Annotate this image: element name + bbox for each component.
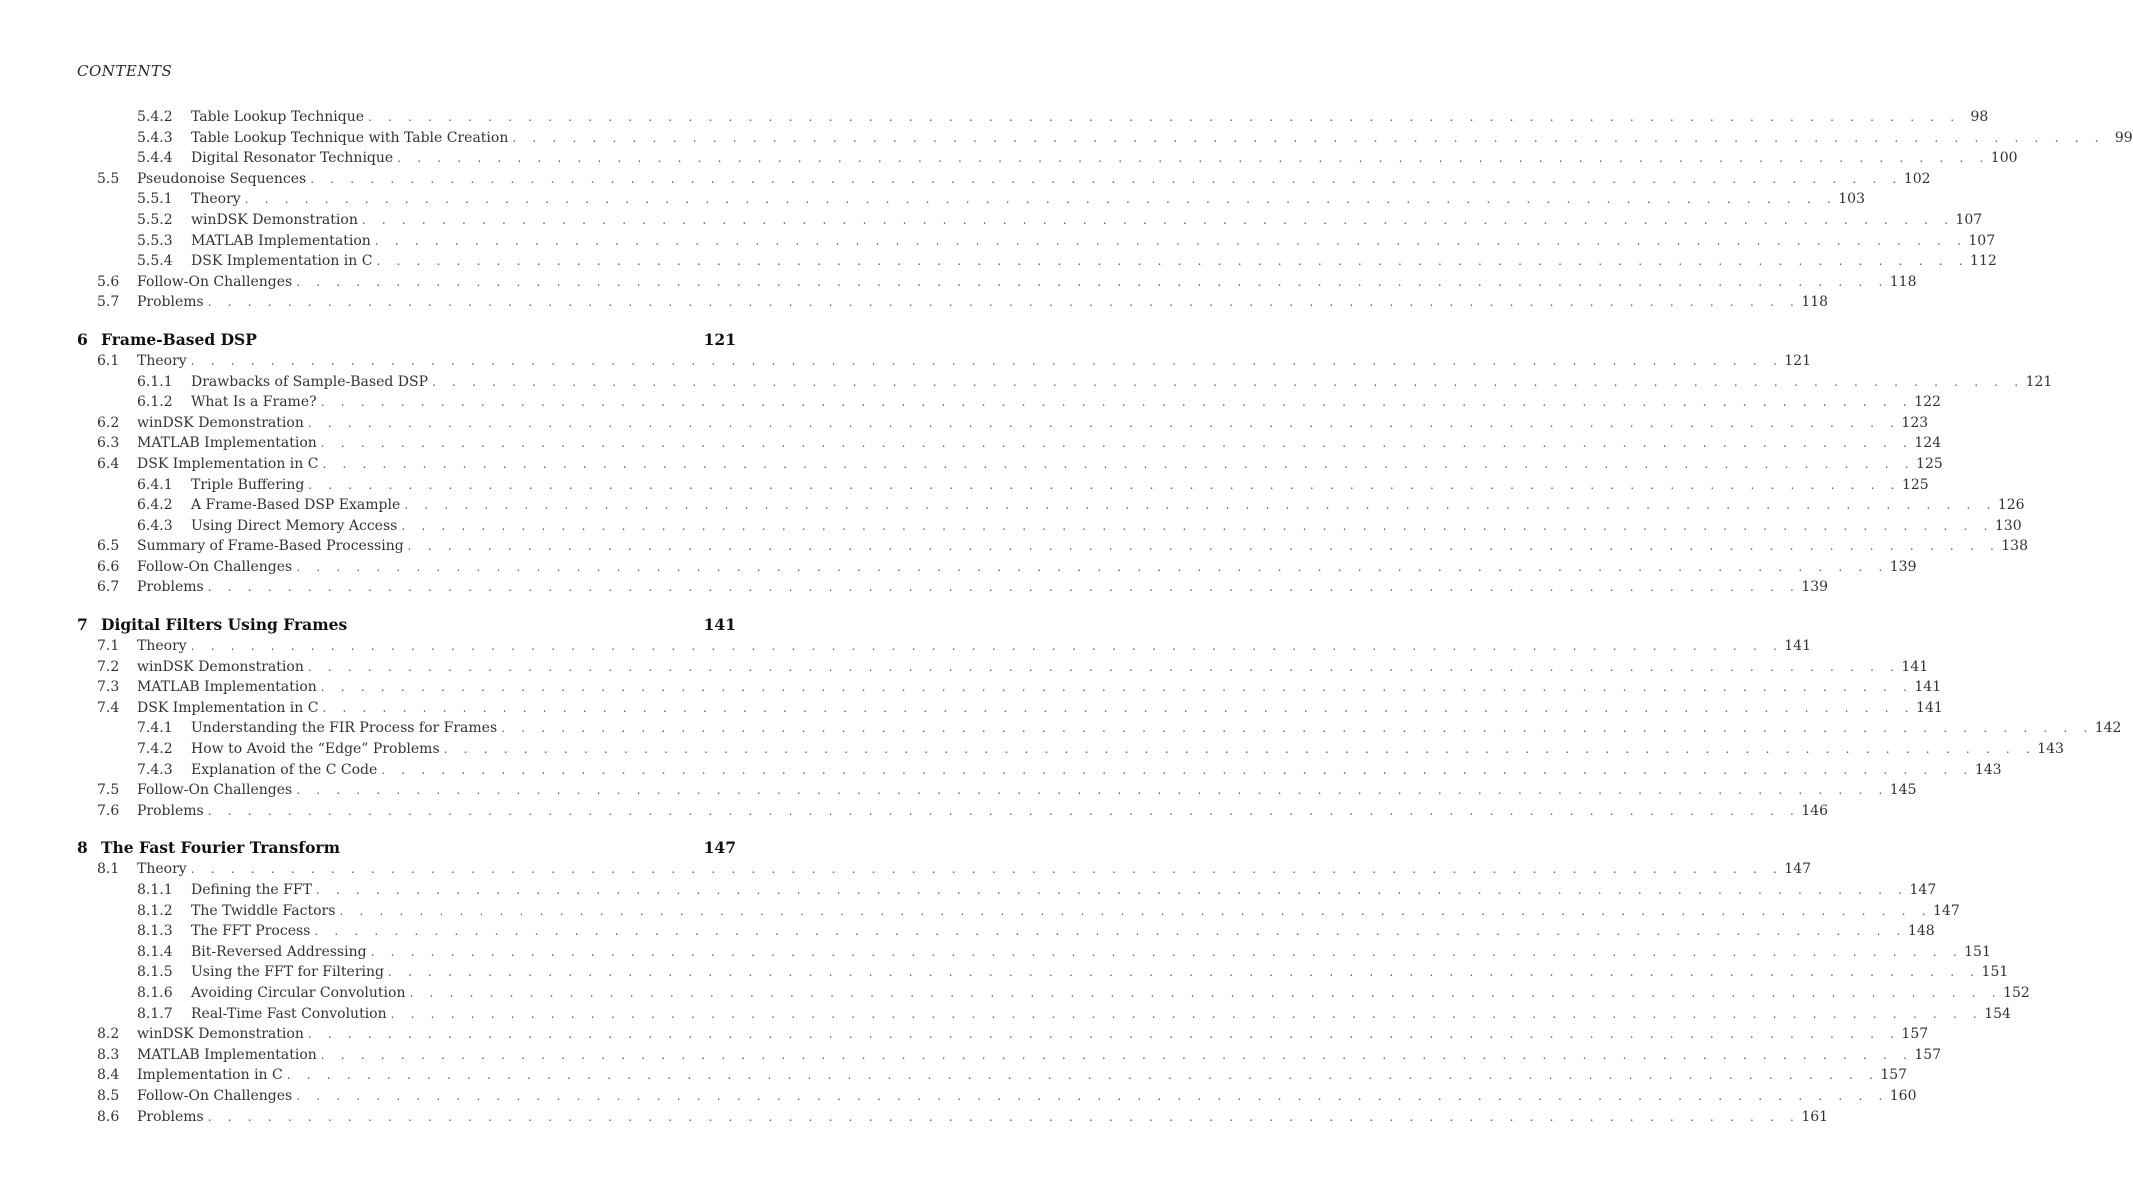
toc-subsection-entry[interactable] (77, 475, 1929, 496)
toc-chapter-entry[interactable] (77, 837, 736, 859)
dot-leader: . . . . . . . . . . . . . . . . . . . . . . . . . . . . . . . . . . . . . . . . . . . . . . . . . . . . . . . . . . . . . . . . . . . . . . . . . . . . . . . . (397, 151, 1990, 166)
entry-number: 8.4 (97, 1067, 120, 1084)
entry-number: 5.7 (97, 294, 120, 311)
entry-title: MATLAB Implementation (137, 435, 317, 452)
dot-leader: . . . . . . . . . . . . . . . . . . . . . . . . . . . . . . . . . . . . . . . . . . . . . . . . . . . . . . . . . . . . . . . . . . . . . . . . . . . . . . . . (314, 924, 1907, 939)
toc-subsection-entry[interactable] (77, 962, 2009, 983)
entry-page-number: 125 (1901, 476, 1929, 493)
dot-leader: . . . . . . . . . . . . . . . . . . . . . . . . . . . . . . . . . . . . . . . . . . . . . . . . . . . . . . . . . . . . . . . . . . . . . . . . . . . . . . . . (376, 254, 1969, 269)
entry-page-number: 141 (1916, 699, 1943, 716)
toc-section-entry[interactable] (77, 780, 1917, 801)
entry-number: 6.6 (97, 558, 120, 575)
entry-number: 8.1.7 (137, 1005, 173, 1022)
entry-number: 7.3 (97, 679, 120, 696)
dot-leader: . . . . . . . . . . . . . . . . . . . . . . . . . . . . . . . . . . . . . . . . . . . . . . . . . . . . . . . . . . . . . . . . . . . . . . . . . . . . . . . . (190, 639, 1783, 654)
entry-title: The Fast Fourier Transform (101, 838, 340, 858)
entry-title: Problems (137, 802, 204, 819)
entry-number: 7.2 (97, 658, 120, 675)
entry-page-number: 99 (2114, 129, 2133, 146)
dot-leader: . . . . . . . . . . . . . . . . . . . . . . . . . . . . . . . . . . . . . . . . . . . . . . . . . . . . . . . . . . . . . . . . . . . . . . . . . . . . . . . . (501, 721, 2094, 736)
entry-number: 8.1.3 (137, 923, 173, 940)
toc-subsection-entry[interactable] (77, 392, 1941, 413)
dot-leader: . . . . . . . . . . . . . . . . . . . . . . . . . . . . . . . . . . . . . . . . . . . . . . . . . . . . . . . . . . . . . . . . . . . . . . . . . . . . . . . . (296, 559, 1889, 574)
toc-subsection-entry[interactable] (77, 231, 1996, 252)
entry-page-number: 143 (2037, 741, 2064, 758)
toc-subsection-entry[interactable] (77, 210, 1983, 231)
dot-leader: . . . . . . . . . . . . . . . . . . . . . . . . . . . . . . . . . . . . . . . . . . . . . . . . . . . . . . . . . . . . . . . . . . . . . . . . . . . . . . . . (387, 965, 1981, 980)
entry-title: Using Direct Memory Access (191, 517, 398, 534)
dot-leader: . . . . . . . . . . . . . . . . . . . . . . . . . . . . . . . . . . . . . . . . . . . . . . . . . . . . . . . . . . . . . . . . . . . . . . . . . . . . . . . . (370, 944, 1963, 959)
entry-number: 8.1.4 (137, 943, 173, 960)
entry-number: 7 (77, 615, 88, 635)
entry-number: 6.4.1 (137, 476, 173, 493)
entry-number: 5.4.3 (137, 129, 173, 146)
dot-leader: . . . . . . . . . . . . . . . . . . . . . . . . . . . . . . . . . . . . . . . . . . . . . . . . . . . . . . . . . . . . . . . . . . . . . . . . . . . . . . . . (244, 192, 1837, 207)
dot-leader: . . . . . . . . . . . . . . . . . . . . . . . . . . . . . . . . . . . . . . . . . . . . . . . . . . . . . . . . . . . . . . . . . . . . . . . . . . . . . . . . (286, 1068, 1880, 1083)
entry-title: Avoiding Circular Convolution (191, 984, 406, 1001)
table-of-contents (77, 107, 2133, 1127)
entry-page-number: 142 (2094, 720, 2122, 737)
entry-number: 7.5 (97, 782, 120, 799)
toc-section-entry[interactable] (77, 1107, 1829, 1128)
toc-section-entry[interactable] (77, 454, 1943, 475)
dot-leader: . . . . . . . . . . . . . . . . . . . . . . . . . . . . . . . . . . . . . . . . . . . . . . . . . . . . . . . . . . . . . . . . . . . . . . . . . . . . . . . . (404, 498, 1997, 513)
dot-leader: . . . . . . . . . . . . . . . . . . . . . . . . . . . . . . . . . . . . . . . . . . . . . . . . . . . . . . . . . . . . . . . . . . . . . . . . . . . . . . . . (320, 436, 1914, 451)
toc-section-entry[interactable] (77, 433, 1942, 454)
dot-leader: . . . . . . . . . . . . . . . . . . . . . . . . . . . . . . . . . . . . . . . . . . . . . . . . . . . . . . . . . . . . . . . . . . . . . . . . . . . . . . . . (432, 374, 2025, 389)
entry-page-number: 100 (1990, 150, 2018, 167)
dot-leader: . . . . . . . . . . . . . . . . . . . . . . . . . . . . . . . . . . . . . . . . . . . . . . . . . . . . . . . . . . . . . . . . . . . . . . . . . . . . . . . . (374, 233, 1968, 248)
entry-page-number: 98 (1970, 109, 1989, 125)
toc-section-entry[interactable] (77, 413, 1929, 434)
entry-number: 7.6 (97, 802, 120, 819)
entry-page-number: 147 (703, 838, 736, 858)
entry-page-number: 139 (1889, 558, 1917, 575)
dot-leader: . . . . . . . . . . . . . . . . . . . . . . . . . . . . . . . . . . . . . . . . . . . . . . . . . . . . . . . . . . . . . . . . . . . . . . . . . . . . . . . . (307, 415, 1901, 430)
entry-title: Digital Filters Using Frames (101, 615, 348, 635)
entry-page-number: 152 (2003, 984, 2030, 1001)
entry-title: Problems (137, 294, 204, 311)
entry-title: Follow-On Challenges (137, 273, 293, 290)
dot-leader: . . . . . . . . . . . . . . . . . . . . . . . . . . . . . . . . . . . . . . . . . . . . . . . . . . . . . . . . . . . . . . . . . . . . . . . . . . . . . . . . (320, 680, 1914, 695)
entry-number: 8.1.6 (137, 984, 173, 1001)
entry-title: A Frame-Based DSP Example (191, 497, 401, 514)
toc-subsection-entry[interactable] (77, 983, 2030, 1004)
entry-title: DSK Implementation in C (137, 699, 319, 716)
entry-number: 8.1.1 (137, 882, 173, 898)
toc-section-entry[interactable] (77, 292, 1829, 313)
entry-page-number: 145 (1889, 782, 1917, 799)
toc-subsection-entry[interactable] (77, 901, 1960, 922)
toc-subsection-entry[interactable] (77, 148, 2018, 169)
entry-number: 6.4.3 (137, 517, 173, 534)
entry-page-number: 157 (1914, 1046, 1942, 1063)
entry-title: Understanding the FIR Process for Frames (191, 720, 498, 737)
dot-leader: . . . . . . . . . . . . . . . . . . . . . . . . . . . . . . . . . . . . . . . . . . . . . . . . . . . . . . . . . . . . . . . . . . . . . . . . . . . . . . . . (207, 1109, 1801, 1124)
toc-section-entry[interactable] (77, 1024, 1929, 1045)
entry-page-number: 147 (1933, 902, 1960, 919)
dot-leader: . . . . . . . . . . . . . . . . . . . . . . . . . . . . . . . . . . . . . . . . . . . . . . . . . . . . . . . . . . . . . . . . . . . . . . . . . . . . . . . . (368, 110, 1961, 124)
toc-subsection-entry[interactable] (77, 880, 1937, 901)
dot-leader: . . . . . . . . . . . . . . . . . . . . . . . . . . . . . . . . . . . . . . . . . . . . . . . . . . . . . . . . . . . . . . . . . . . . . . . . . . . . . . . . (310, 171, 1903, 186)
entry-page-number: 125 (1916, 455, 1943, 472)
dot-leader: . . . . . . . . . . . . . . . . . . . . . . . . . . . . . . . . . . . . . . . . . . . . . . . . . . . . . . . . . . . . . . . . . . . . . . . . . . . . . . . . (207, 580, 1801, 595)
entry-page-number: 107 (1968, 232, 1996, 249)
entry-title: Real-Time Fast Convolution (191, 1005, 387, 1022)
toc-chapter-entry[interactable] (77, 329, 736, 351)
dot-leader: . . . . . . . . . . . . . . . . . . . . . . . . . . . . . . . . . . . . . . . . . . . . . . . . . . . . . . . . . . . . . . . . . . . . . . . . . . . . . . . . (409, 985, 2002, 1000)
toc-section-entry[interactable] (77, 577, 1829, 598)
toc-subsection-entry[interactable] (77, 718, 2122, 739)
entry-number: 8.3 (97, 1046, 120, 1063)
entry-page-number: 130 (1994, 517, 2022, 534)
entry-title: Summary of Frame-Based Processing (137, 538, 404, 555)
dot-leader: . . . . . . . . . . . . . . . . . . . . . . . . . . . . . . . . . . . . . . . . . . . . . . . . . . . . . . . . . . . . . . . . . . . . . . . . . . . . . . . . (296, 1088, 1889, 1103)
entry-number: 5.5.2 (137, 211, 173, 228)
entry-page-number: 141 (1784, 638, 1811, 655)
entry-number: 8.6 (97, 1108, 120, 1125)
dot-leader: . . . . . . . . . . . . . . . . . . . . . . . . . . . . . . . . . . . . . . . . . . . . . . . . . . . . . . . . . . . . . . . . . . . . . . . . . . . . . . . . (207, 295, 1801, 310)
entry-page-number: 124 (1914, 435, 1942, 452)
entry-title: Theory (191, 191, 241, 208)
toc-subsection-entry[interactable] (77, 128, 2133, 149)
entry-number: 6.1 (97, 352, 120, 369)
entry-title: Problems (137, 579, 204, 596)
entry-title: Theory (137, 638, 187, 655)
entry-title: Follow-On Challenges (137, 558, 293, 575)
entry-title: winDSK Demonstration (137, 414, 304, 431)
toc-section-entry[interactable] (77, 557, 1917, 578)
entry-page-number: 123 (1901, 414, 1929, 431)
entry-page-number: 161 (1801, 1108, 1829, 1125)
dot-leader: . . . . . . . . . . . . . . . . . . . . . . . . . . . . . . . . . . . . . . . . . . . . . . . . . . . . . . . . . . . . . . . . . . . . . . . . . . . . . . . . (320, 395, 1913, 410)
entry-title: Table Lookup Technique (191, 109, 364, 125)
entry-page-number: 126 (1997, 497, 2025, 514)
entry-page-number: 160 (1889, 1087, 1917, 1104)
dot-leader: . . . . . . . . . . . . . . . . . . . . . . . . . . . . . . . . . . . . . . . . . . . . . . . . . . . . . . . . . . . . . . . . . . . . . . . . . . . . . . . . (339, 903, 1932, 918)
toc-section-entry[interactable] (77, 657, 1929, 678)
entry-title: DSK Implementation in C (137, 455, 319, 472)
entry-number: 6.4.2 (137, 497, 173, 514)
entry-number: 8 (77, 838, 88, 858)
entry-number: 8.1 (97, 861, 120, 878)
toc-subsection-entry[interactable] (77, 372, 2053, 393)
dot-leader: . . . . . . . . . . . . . . . . . . . . . . . . . . . . . . . . . . . . . . . . . . . . . . . . . . . . . . . . . . . . . . . . . . . . . . . . . . . . . . . . (315, 883, 1909, 897)
dot-leader: . . . . . . . . . . . . . . . . . . . . . . . . . . . . . . . . . . . . . . . . . . . . . . . . . . . . . . . . . . . . . . . . . . . . . . . . . . . . . . . . (190, 353, 1783, 368)
entry-page-number: 151 (1964, 943, 1991, 960)
dot-leader: . . . . . . . . . . . . . . . . . . . . . . . . . . . . . . . . . . . . . . . . . . . . . . . . . . . . . . . . . . . . . . . . . . . . . . . . . . . . . . . . (322, 700, 1915, 715)
entry-title: Problems (137, 1108, 204, 1125)
toc-section-entry[interactable] (77, 636, 1811, 657)
toc-subsection-entry[interactable] (77, 516, 2022, 537)
dot-leader: . . . . . . . . . . . . . . . . . . . . . . . . . . . . . . . . . . . . . . . . . . . . . . . . . . . . . . . . . . . . . . . . . . . . . . . . . . . . . . . . (322, 456, 1915, 471)
entry-title: Bit-Reversed Addressing (191, 943, 367, 960)
entry-page-number: 146 (1801, 802, 1829, 819)
entry-page-number: 121 (1784, 352, 1811, 369)
entry-title: Digital Resonator Technique (191, 150, 394, 167)
entry-number: 8.5 (97, 1087, 120, 1104)
entry-number: 7.4.1 (137, 720, 173, 737)
entry-title: Follow-On Challenges (137, 1087, 293, 1104)
entry-title: Pseudonoise Sequences (137, 170, 307, 187)
entry-number: 6.1.1 (137, 373, 173, 390)
toc-section-entry[interactable] (77, 859, 1811, 880)
entry-title: MATLAB Implementation (137, 1046, 317, 1063)
entry-page-number: 157 (1880, 1067, 1908, 1084)
toc-chapter-entry[interactable] (77, 614, 736, 636)
entry-title: Frame-Based DSP (101, 329, 257, 349)
entry-title: Defining the FFT (191, 882, 312, 898)
entry-number: 8.1.5 (137, 964, 173, 981)
entry-title: The Twiddle Factors (191, 902, 336, 919)
toc-subsection-entry[interactable] (77, 107, 1989, 128)
entry-title: Theory (137, 861, 187, 878)
entry-page-number: 112 (1970, 253, 1997, 270)
toc-subsection-entry[interactable] (77, 921, 1935, 942)
entry-number: 5.5 (97, 170, 120, 187)
entry-page-number: 118 (1889, 273, 1917, 290)
toc-subsection-entry[interactable] (77, 760, 2002, 781)
entry-page-number: 141 (1914, 679, 1942, 696)
entry-number: 5.5.4 (137, 253, 173, 270)
toc-section-entry[interactable] (77, 1045, 1942, 1066)
entry-page-number: 141 (1901, 658, 1929, 675)
toc-subsection-entry[interactable] (77, 739, 2064, 760)
entry-number: 6 (77, 329, 88, 349)
entry-page-number: 147 (1784, 861, 1811, 878)
dot-leader: . . . . . . . . . . . . . . . . . . . . . . . . . . . . . . . . . . . . . . . . . . . . . . . . . . . . . . . . . . . . . . . . . . . . . . . . . . . . . . . . (381, 762, 1974, 777)
dot-leader: . . . . . . . . . . . . . . . . . . . . . . . . . . . . . . . . . . . . . . . . . . . . . . . . . . . . . . . . . . . . . . . . . . . . . . . . . . . . . . . . (296, 274, 1889, 289)
dot-leader: . . . . . . . . . . . . . . . . . . . . . . . . . . . . . . . . . . . . . . . . . . . . . . . . . . . . . . . . . . . . . . . . . . . . . . . . . . . . . . . . (307, 659, 1901, 674)
entry-number: 5.6 (97, 273, 120, 290)
entry-number: 6.7 (97, 579, 120, 596)
entry-title: DSK Implementation in C (191, 253, 373, 270)
toc-subsection-entry[interactable] (77, 495, 2025, 516)
entry-page-number: 143 (1974, 761, 2002, 778)
entry-page-number: 103 (1838, 191, 1865, 208)
entry-page-number: 107 (1955, 211, 1983, 228)
entry-number: 6.3 (97, 435, 120, 452)
entry-page-number: 121 (2025, 373, 2053, 390)
entry-number: 6.4 (97, 455, 120, 472)
entry-page-number: 154 (1984, 1005, 2011, 1022)
toc-section-entry[interactable] (77, 351, 1811, 372)
dot-leader: . . . . . . . . . . . . . . . . . . . . . . . . . . . . . . . . . . . . . . . . . . . . . . . . . . . . . . . . . . . . . . . . . . . . . . . . . . . . . . . . (361, 212, 1955, 227)
dot-leader: . . . . . . . . . . . . . . . . . . . . . . . . . . . . . . . . . . . . . . . . . . . . . . . . . . . . . . . . . . . . . . . . . . . . . . . . . . . . . . . . (296, 783, 1889, 798)
dot-leader: . . . . . . . . . . . . . . . . . . . . . . . . . . . . . . . . . . . . . . . . . . . . . . . . . . . . . . . . . . . . . . . . . . . . . . . . . . . . . . . . (190, 862, 1783, 877)
dot-leader: . . . . . . . . . . . . . . . . . . . . . . . . . . . . . . . . . . . . . . . . . . . . . . . . . . . . . . . . . . . . . . . . . . . . . . . . . . . . . . . . (390, 1006, 1983, 1021)
toc-subsection-entry[interactable] (77, 189, 1865, 210)
entry-page-number: 138 (2001, 538, 2028, 555)
entry-title: Follow-On Challenges (137, 782, 293, 799)
entry-title: winDSK Demonstration (191, 211, 358, 228)
entry-number: 5.4.2 (137, 109, 173, 125)
toc-subsection-entry[interactable] (77, 942, 1991, 963)
entry-number: 7.4.3 (137, 761, 173, 778)
entry-title: How to Avoid the “Edge” Problems (191, 741, 440, 758)
entry-number: 5.4.4 (137, 150, 173, 167)
entry-title: Theory (137, 352, 187, 369)
entry-title: Drawbacks of Sample-Based DSP (191, 373, 428, 390)
entry-title: winDSK Demonstration (137, 658, 304, 675)
toc-section-entry[interactable] (77, 801, 1829, 822)
entry-number: 6.5 (97, 538, 120, 555)
entry-title: The FFT Process (191, 923, 311, 940)
toc-section-entry[interactable] (77, 1086, 1917, 1107)
entry-title: Using the FFT for Filtering (191, 964, 384, 981)
entry-title: What Is a Frame? (191, 394, 317, 411)
entry-title: Table Lookup Technique with Table Creation (191, 129, 509, 146)
entry-page-number: 141 (703, 615, 736, 635)
dot-leader: . . . . . . . . . . . . . . . . . . . . . . . . . . . . . . . . . . . . . . . . . . . . . . . . . . . . . . . . . . . . . . . . . . . . . . . . . . . . . . . . (407, 539, 2000, 554)
entry-page-number: 151 (1981, 964, 2009, 981)
toc-section-entry[interactable] (77, 698, 1943, 719)
entry-number: 6.1.2 (137, 394, 173, 411)
entry-page-number: 102 (1903, 170, 1931, 187)
entry-number: 6.2 (97, 414, 120, 431)
entry-page-number: 147 (1909, 882, 1937, 898)
toc-section-entry[interactable] (77, 677, 1942, 698)
entry-page-number: 157 (1901, 1026, 1929, 1043)
toc-subsection-entry[interactable] (77, 251, 1997, 272)
entry-page-number: 122 (1914, 394, 1941, 411)
dot-leader: . . . . . . . . . . . . . . . . . . . . . . . . . . . . . . . . . . . . . . . . . . . . . . . . . . . . . . . . . . . . . . . . . . . . . . . . . . . . . . . . (207, 803, 1801, 818)
entry-title: Implementation in C (137, 1067, 283, 1084)
toc-section-entry[interactable] (77, 272, 1917, 293)
dot-leader: . . . . . . . . . . . . . . . . . . . . . . . . . . . . . . . . . . . . . . . . . . . . . . . . . . . . . . . . . . . . . . . . . . . . . . . . . . . . . . . . (308, 477, 1901, 492)
running-head: CONTENTS (77, 62, 173, 80)
toc-subsection-entry[interactable] (77, 1004, 2011, 1025)
entry-page-number: 139 (1801, 579, 1829, 596)
entry-title: winDSK Demonstration (137, 1026, 304, 1043)
dot-leader: . . . . . . . . . . . . . . . . . . . . . . . . . . . . . . . . . . . . . . . . . . . . . . . . . . . . . . . . . . . . . . . . . . . . . . . . . . . . . . . . (512, 130, 2105, 145)
entry-number: 8.2 (97, 1026, 120, 1043)
entry-title: MATLAB Implementation (191, 232, 371, 249)
toc-section-entry[interactable] (77, 169, 1931, 190)
dot-leader: . . . . . . . . . . . . . . . . . . . . . . . . . . . . . . . . . . . . . . . . . . . . . . . . . . . . . . . . . . . . . . . . . . . . . . . . . . . . . . . . (320, 1047, 1914, 1062)
dot-leader: . . . . . . . . . . . . . . . . . . . . . . . . . . . . . . . . . . . . . . . . . . . . . . . . . . . . . . . . . . . . . . . . . . . . . . . . . . . . . . . . (401, 518, 1994, 533)
entry-page-number: 148 (1907, 923, 1935, 940)
toc-section-entry[interactable] (77, 1065, 1908, 1086)
toc-section-entry[interactable] (77, 536, 2028, 557)
dot-leader: . . . . . . . . . . . . . . . . . . . . . . . . . . . . . . . . . . . . . . . . . . . . . . . . . . . . . . . . . . . . . . . . . . . . . . . . . . . . . . . . (307, 1027, 1901, 1042)
entry-title: Explanation of the C Code (191, 761, 378, 778)
entry-number: 5.5.1 (137, 191, 173, 208)
entry-number: 8.1.2 (137, 902, 173, 919)
entry-number: 7.4 (97, 699, 120, 716)
entry-number: 7.4.2 (137, 741, 173, 758)
entry-title: Triple Buffering (191, 476, 305, 493)
entry-title: MATLAB Implementation (137, 679, 317, 696)
entry-page-number: 121 (703, 329, 736, 349)
entry-number: 5.5.3 (137, 232, 173, 249)
entry-number: 7.1 (97, 638, 120, 655)
dot-leader: . . . . . . . . . . . . . . . . . . . . . . . . . . . . . . . . . . . . . . . . . . . . . . . . . . . . . . . . . . . . . . . . . . . . . . . . . . . . . . . . (443, 742, 2036, 757)
entry-page-number: 118 (1801, 294, 1829, 311)
